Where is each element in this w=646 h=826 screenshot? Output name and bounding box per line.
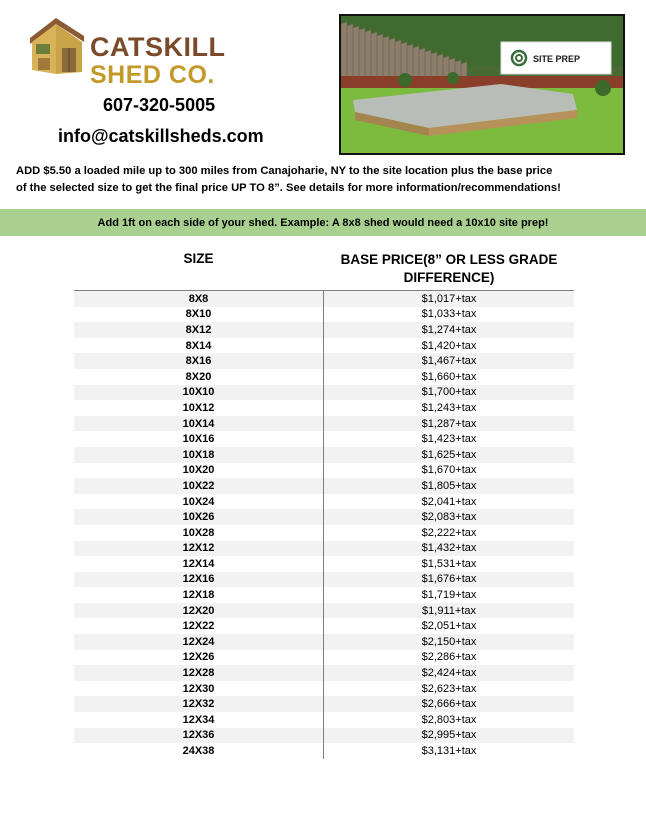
size-cell: 10X14 [74, 416, 324, 432]
price-cell: $2,666+tax [421, 698, 477, 711]
size-cell: 24X38 [74, 743, 324, 759]
price-cell: $2,150+tax [421, 635, 477, 648]
email-address[interactable]: info@catskillsheds.com [58, 126, 264, 146]
price-cell: $1,911+tax [422, 604, 476, 617]
size-cell: 8X20 [74, 369, 324, 385]
price-cell: $2,051+tax [421, 620, 477, 633]
column-header-size: SIZE [183, 251, 214, 266]
intro-line-1: ADD $5.50 a loaded mile up to 300 miles from Canajoharie, NY to the site location plus the base price [16, 165, 553, 177]
table-row [74, 416, 574, 432]
table-row [74, 385, 574, 401]
price-cell: $1,805+tax [421, 479, 477, 492]
price-cell: $1,033+tax [421, 308, 477, 321]
phone-number[interactable]: 607-320-5005 [103, 95, 216, 115]
table-row [74, 681, 574, 697]
size-cell: 10X12 [74, 400, 324, 416]
table-row [74, 431, 574, 447]
size-cell: 12X26 [74, 650, 324, 666]
size-cell: 12X24 [74, 634, 324, 650]
size-cell: 12X30 [74, 681, 324, 697]
size-cell: 10X18 [74, 447, 324, 463]
size-cell: 8X16 [74, 353, 324, 369]
size-cell: 8X8 [74, 291, 324, 307]
table-row [74, 463, 574, 479]
table-row [74, 478, 574, 494]
price-cell: $1,531+tax [421, 557, 477, 570]
price-cell: $2,803+tax [421, 713, 477, 726]
site-prep-tip-band [0, 209, 646, 236]
price-cell: $2,623+tax [421, 682, 477, 695]
site-prep-tip-text: Add 1ft on each side of your shed. Example: A 8x8 shed would need a 10x10 site prep! [97, 216, 549, 229]
price-cell: $1,432+tax [421, 542, 477, 555]
table-row [74, 634, 574, 650]
shed-logo-icon [26, 14, 88, 78]
site-prep-image [341, 16, 623, 153]
column-header-price-line2: DIFFERENCE) [403, 270, 495, 285]
size-cell: 8X10 [74, 307, 324, 323]
size-cell: 8X12 [74, 322, 324, 338]
size-cell: 12X22 [74, 618, 324, 634]
table-row [74, 307, 574, 323]
logo-text-shed-co: SHED CO. [90, 61, 215, 89]
size-cell: 10X24 [74, 494, 324, 510]
price-table [74, 290, 574, 759]
table-row [74, 369, 574, 385]
logo-text-catskill: CATSKILL [90, 32, 226, 62]
site-prep-sign-text: SITE PREP [533, 54, 581, 64]
table-row [74, 712, 574, 728]
table-row [74, 541, 574, 557]
size-cell: 12X20 [74, 603, 324, 619]
table-row [74, 400, 574, 416]
company-logo [26, 14, 236, 89]
intro-line-2: of the selected size to get the final price UP TO 8”. See details for more information/recommendations! [16, 182, 561, 194]
table-row [74, 322, 574, 338]
size-cell: 10X26 [74, 509, 324, 525]
price-cell: $1,274+tax [421, 323, 477, 336]
size-cell: 10X20 [74, 463, 324, 479]
size-cell: 10X28 [74, 525, 324, 541]
price-cell: $1,287+tax [421, 417, 477, 430]
price-cell: $2,222+tax [421, 526, 477, 539]
price-cell: $1,423+tax [421, 433, 477, 446]
price-cell: $2,424+tax [421, 667, 477, 680]
table-row [74, 572, 574, 588]
price-cell: $2,083+tax [421, 511, 477, 524]
table-row [74, 353, 574, 369]
price-cell: $1,017+tax [421, 292, 477, 305]
price-cell: $1,243+tax [421, 401, 477, 414]
size-cell: 12X32 [74, 696, 324, 712]
price-cell: $1,467+tax [421, 355, 477, 368]
price-cell: $1,625+tax [421, 448, 477, 461]
size-cell: 12X28 [74, 665, 324, 681]
size-cell: 12X14 [74, 556, 324, 572]
size-cell: 12X16 [74, 572, 324, 588]
column-header-price [324, 251, 574, 287]
size-cell: 12X18 [74, 587, 324, 603]
price-cell: $2,041+tax [421, 495, 477, 508]
column-header-price-line1: BASE PRICE(8” OR LESS GRADE [340, 252, 558, 267]
size-cell: 12X36 [74, 728, 324, 744]
price-cell: $2,286+tax [421, 651, 477, 664]
table-row [74, 509, 574, 525]
size-cell: 10X16 [74, 431, 324, 447]
size-cell: 8X14 [74, 338, 324, 354]
site-prep-photo [339, 14, 625, 155]
table-row [74, 728, 574, 744]
table-row [74, 650, 574, 666]
table-row [74, 525, 574, 541]
table-row [74, 603, 574, 619]
price-cell: $3,131+tax [421, 745, 477, 758]
pricing-intro [16, 163, 636, 197]
price-cell: $1,670+tax [421, 464, 477, 477]
table-row [74, 743, 574, 759]
table-row [74, 338, 574, 354]
price-cell: $1,420+tax [421, 339, 477, 352]
price-cell: $2,995+tax [421, 729, 477, 742]
table-row [74, 665, 574, 681]
table-row [74, 291, 574, 307]
size-cell: 12X12 [74, 541, 324, 557]
table-row [74, 556, 574, 572]
price-cell: $1,660+tax [421, 370, 477, 383]
price-cell: $1,676+tax [421, 573, 477, 586]
table-row [74, 618, 574, 634]
price-cell: $1,700+tax [421, 386, 477, 399]
price-cell: $1,719+tax [421, 589, 477, 602]
size-cell: 10X10 [74, 385, 324, 401]
size-cell: 10X22 [74, 478, 324, 494]
table-row [74, 447, 574, 463]
table-row [74, 587, 574, 603]
table-row [74, 696, 574, 712]
table-row [74, 494, 574, 510]
size-cell: 12X34 [74, 712, 324, 728]
